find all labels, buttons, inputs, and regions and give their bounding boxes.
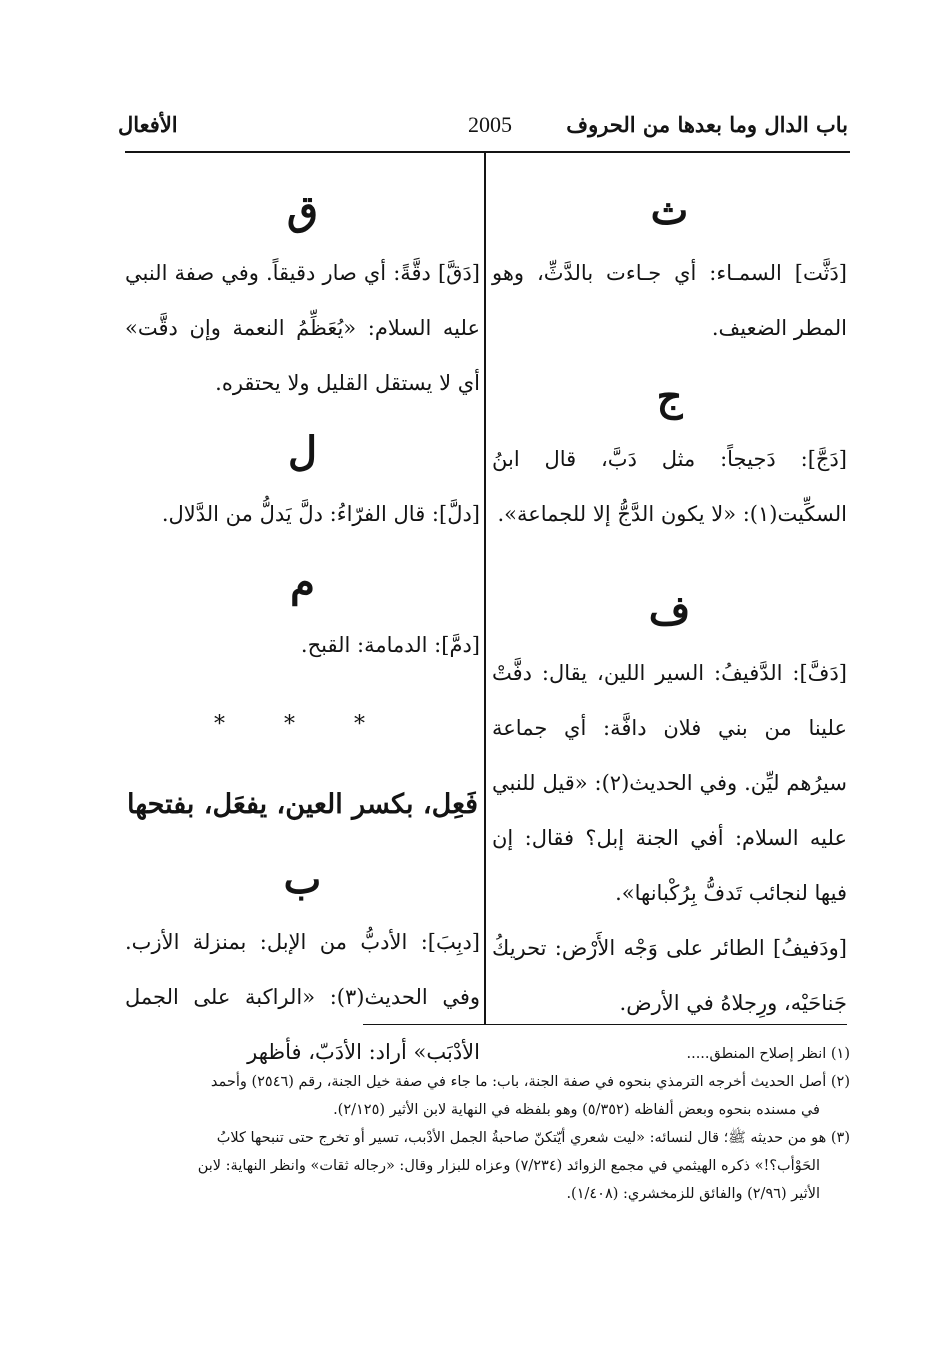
letter-heading-lam: ل (287, 428, 318, 475)
spacer (492, 542, 847, 570)
letter-heading-tha: ث (650, 187, 689, 234)
footnote-3-continued: الحَوْأب؟!» ذكره الهيثمي في مجمع الزوائد (٧/٢٣٤) وعزاه للبزار وقال: «رجاله ثقات» وانظر النهاية: لابن (197, 1158, 820, 1174)
footnote-3-continued-2: الأثير (٢/٩٦) والفائق للزمخشري: (١/٤٠٨). (566, 1186, 820, 1202)
letter-heading-ba: ب (283, 856, 322, 903)
entry-dafif: [ودَفيفُ] الطائر على وَجْه الأَرْض: تحريكُ جَناحَيْه، ورِجلاهُ في الأرض. (492, 936, 847, 1015)
entry-daqqa: [دَقَّ] دقَّةً: أي صار دقيقاً. وفي صفة النبي عليه السلام: «يُعَظِّمُ النعمة وإن دقَّت» أي لا يستقل القليل ولا يحتقره. (125, 261, 480, 395)
running-header-chapter: باب الدال وما بعدها من الحروف (566, 112, 848, 137)
footnotes (110, 1040, 850, 1208)
footnote-rule (363, 1024, 847, 1025)
footnote-3: (٣) هو من حديثه ﷺ؛ قال لنسائه: «ليت شعري أيّتكنّ صاحبةُ الجمل الأدْبب، تسير أو تخرج حتى تنبحها كلابُ (216, 1130, 850, 1146)
entry-daffa: [دَفَّ]: الدَّفيفُ: السير اللين، يقال: دفَّتْ علينا من بني فلان دافَّة: أي جماعة سيرُهم ليِّن. وفي الحديث(٢): «قيل للنبي عليه السلام: أفي الجنة إبل؟ فقال: إن فيها لنجائب تَدفُّ بِرُكْبانها». (492, 661, 847, 905)
column-divider (484, 152, 486, 1024)
page-number: 2005 (468, 112, 512, 137)
header-rule (125, 151, 850, 153)
footnote-1: (١) انظر إصلاح المنطق..... (686, 1046, 850, 1062)
entry-dathat: [دَثَّت] السمـاء: أي جـاءت بالدَّثِّ، وهو المطر الضعيف. (492, 261, 847, 340)
footnote-2: (٢) أصل الحديث أخرجه الترمذي بنحوه في صفة الجنة، باب: ما جاء في صفة خيل الجنة، رقم (٢٥٤٦) وأحمد (210, 1074, 850, 1090)
section-separator-stars: * * * (214, 712, 391, 737)
entry-dajja: [دَجَّ]: دَجيجاً: مثل دَبَّ، قال ابنُ السكِّيت(١): «لا يكون الدَّجُّ إلا للجماعة». (492, 447, 847, 526)
letter-heading-mim: م (290, 559, 315, 606)
letter-heading-qaf: ق (286, 187, 319, 234)
footnote-2-continued: في مسنده بنحوه وبعض ألفاظه (٥/٣٥٢) وهو بلفظه في النهاية لابن الأثير (٢/١٢٥). (333, 1102, 820, 1118)
letter-heading-jim: ج (656, 373, 683, 420)
entry-damma: [دمَّ]: الدمامة: القبح. (300, 633, 480, 657)
entry-dalla: [دلَّ]: قال الفرّاءُ: دلَّ يَدلُّ من الدَّلال. (161, 502, 480, 526)
section-heading: فَعِل، بكسر العين، يفعَل، بفتحها (126, 789, 479, 820)
running-header-section: الأفعال (118, 112, 178, 137)
entry-dabiba: [دبِبَ]: الأدبُّ من الإبل: بمنزلة الأزب. وفي الحديث(٣): «الراكبة على الجمل الأدْبَب» أراد: الأدَبّ، فأظهر (125, 930, 480, 1064)
letter-heading-fa: ف (648, 587, 691, 634)
right-column (492, 170, 847, 1031)
left-column (125, 170, 480, 1080)
